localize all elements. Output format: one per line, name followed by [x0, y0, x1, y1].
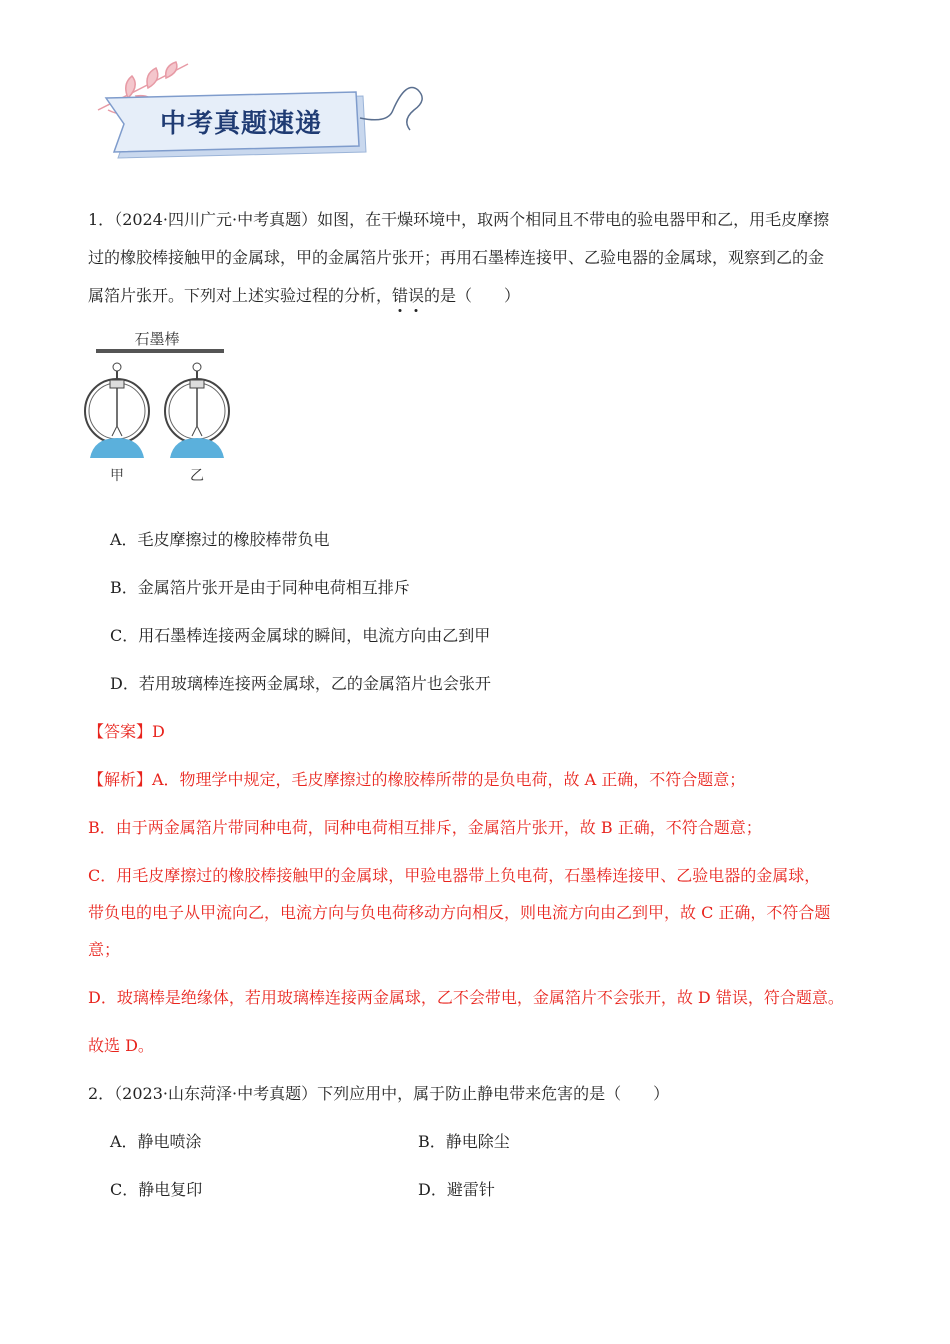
q1-answer: 【答案】D [88, 722, 165, 741]
emphasis-char: 错 [392, 286, 409, 305]
q1-analysis-4: 带负电的电子从甲流向乙，电流方向与负电荷移动方向相反，则电流方向由乙到甲，故 C 正确，不符合题 [88, 903, 831, 922]
graphite-rod [96, 349, 224, 353]
q2-option-a[interactable]: A．静电喷涂 [110, 1132, 202, 1151]
q2-option-d[interactable]: D．避雷针 [418, 1180, 495, 1199]
q1-analysis-2: B．由于两金属箔片带同种电荷，同种电荷相互排斥，金属箔片张开，故 B 正确，不符合题意； [88, 818, 762, 837]
rod-label: 石墨棒 [134, 330, 180, 348]
q1-option-c[interactable]: C．用石墨棒连接两金属球的瞬间，电流方向由乙到甲 [110, 626, 491, 645]
q1-number: 1． [88, 210, 115, 229]
q1-analysis-6: D．玻璃棒是绝缘体，若用玻璃棒连接两金属球，乙不会带电，金属箔片不会张开，故 D 错误，符合题意。 [88, 988, 844, 1007]
q2-option-c[interactable]: C．静电复印 [110, 1180, 203, 1199]
q1-analysis-1: 【解析】A．物理学中规定，毛皮摩擦过的橡胶棒所带的是负电荷，故 A 正确，不符合题意； [88, 770, 746, 789]
emphasis-char: 误 [408, 286, 425, 305]
q2-option-b[interactable]: B．静电除尘 [418, 1132, 510, 1151]
q1-stem-line-3: 属箔片张开。下列对上述实验过程的分析，错误的是（ ） [88, 286, 521, 305]
q1-option-d[interactable]: D．若用玻璃棒连接两金属球，乙的金属箔片也会张开 [110, 674, 491, 693]
electroscope-left [85, 363, 149, 458]
electroscope-right [165, 363, 229, 458]
q1-stem-line-2: 过的橡胶棒接触甲的金属球，甲的金属箔片张开；再用石墨棒连接甲、乙验电器的金属球，观察到乙的金 [88, 248, 825, 267]
q1-option-b[interactable]: B．金属箔片张开是由于同种电荷相互排斥 [110, 578, 410, 597]
left-label: 甲 [110, 468, 124, 484]
electroscope-figure [82, 326, 232, 486]
section-title: 中考真题速递 [160, 109, 323, 139]
q1-option-a[interactable]: A．毛皮摩擦过的橡胶棒带负电 [110, 530, 330, 549]
curl-decoration-icon [360, 88, 422, 131]
q1-analysis-3: C．用毛皮摩擦过的橡胶棒接触甲的金属球，甲验电器带上负电荷，石墨棒连接甲、乙验电器的金属球， [88, 866, 821, 885]
q1-analysis-7: 故选 D。 [88, 1036, 154, 1055]
q1-stem-line-1: 1．（2024·四川广元·中考真题）如图，在干燥环境中，取两个相同且不带电的验电器甲和乙，用毛皮摩擦 [88, 210, 830, 229]
q1-analysis-5: 意； [88, 940, 121, 959]
right-label: 乙 [190, 468, 204, 484]
q2-stem: 2．（2023·山东菏泽·中考真题）下列应用中，属于防止静电带来危害的是（ ） [88, 1084, 670, 1103]
